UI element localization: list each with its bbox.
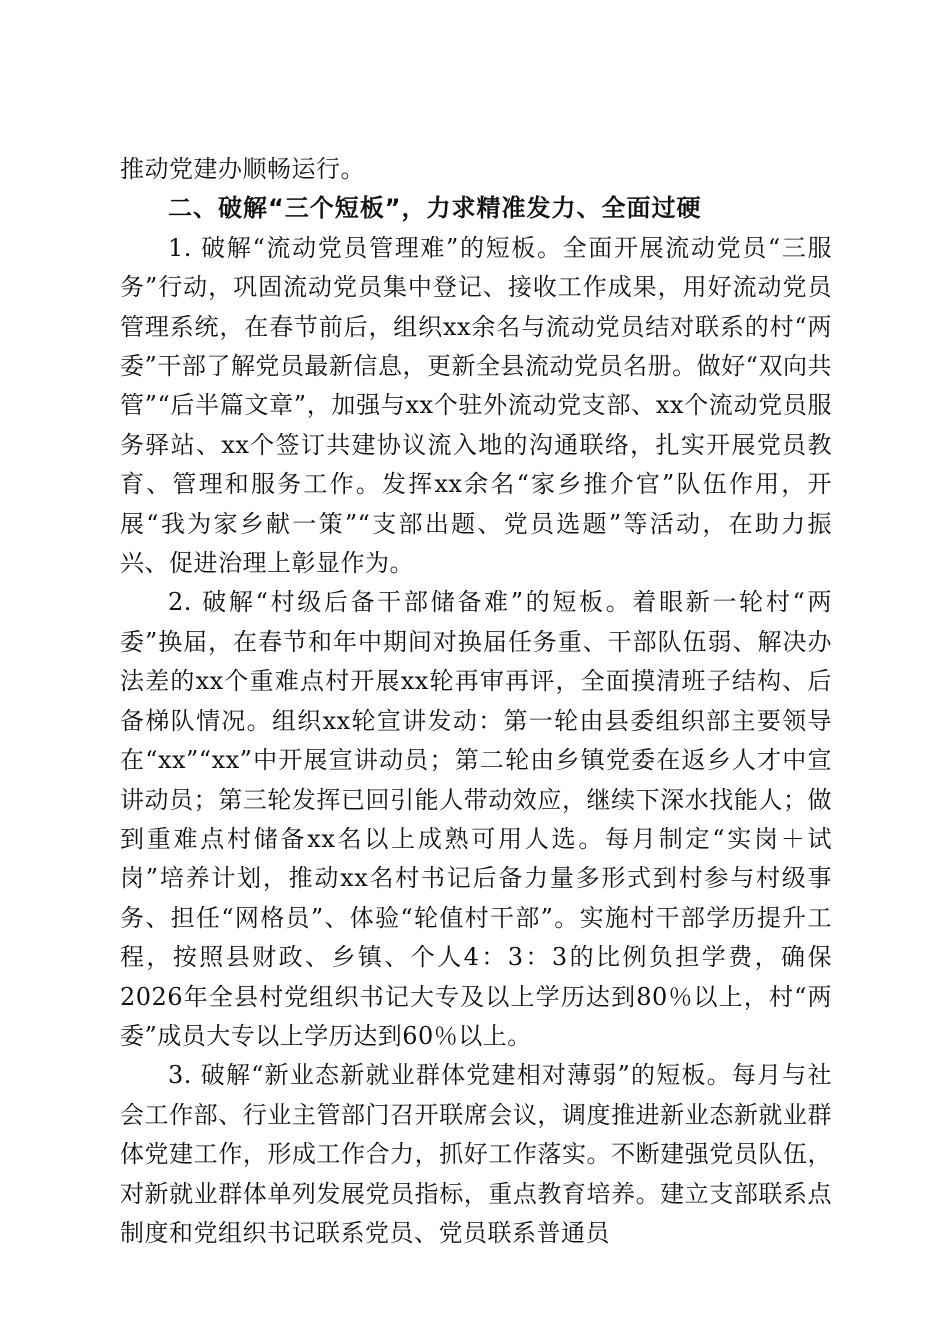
section-heading: 二、破解“三个短板”，力求精准发力、全面过硬 [168,194,702,223]
continuation-text: 推动党建办顺畅运行。 [120,155,365,183]
paragraph-1: 1. 破解“流动党员管理难”的短板。全面开展流动党员“三服务”行动，巩固流动党员集中登记、接收工作成果，用好流动党员管理系统，在春节前后，组织xx余名与流动党员结对联系的村“两委”干部了解党员最新信息，更新全县流动党员名册。做好“双向共管”“后半篇文章”，加强与xx个驻外流动党支部、xx个流动党员服务驿站、xx个签订共建协议流入地的沟通联络，扎实开展党员教育、管理和服务工作。发挥xx余名“家乡推介官”队伍作用，开展“我为家乡献一策”“支部出题、党员选题”等活动，在助力振兴、促进治理上彰显作为。 [120,233,832,578]
document-body [120,150,832,1253]
paragraph-2: 2. 破解“村级后备干部储备难”的短板。着眼新一轮村“两委”换届，在春节和年中期间对换届任务重、干部队伍弱、解决办法差的xx个重难点村开展xx轮再审再评，全面摸清班子结构、后备梯队情况。组织xx轮宣讲发动：第一轮由县委组织部主要领导在“xx”“xx”中开展宣讲动员；第二轮由乡镇党委在返乡人才中宣讲动员；第三轮发挥已回引能人带动效应，继续下深水找能人；做到重难点村储备xx名以上成熟可用人选。每月制定“实岗＋试岗”培养计划，推动xx名村书记后备力量多形式到村参与村级事务、担任“网格员”、体验“轮值村干部”。实施村干部学历提升工程，按照县财政、乡镇、个人4：3：3的比例负担学费，确保2026年全县村党组织书记大专及以上学历达到80％以上，村“两委”成员大专以上学历达到60％以上。 [120,588,832,1050]
paragraph-3: 3. 破解“新业态新就业群体党建相对薄弱”的短板。每月与社会工作部、行业主管部门召开联席会议，调度推进新业态新就业群体党建工作，形成工作合力，抓好工作落实。不断建强党员队伍，对新就业群体单列发展党员指标，重点教育培养。建立支部联系点制度和党组织书记联系党员、党员联系普通员 [120,1061,832,1247]
